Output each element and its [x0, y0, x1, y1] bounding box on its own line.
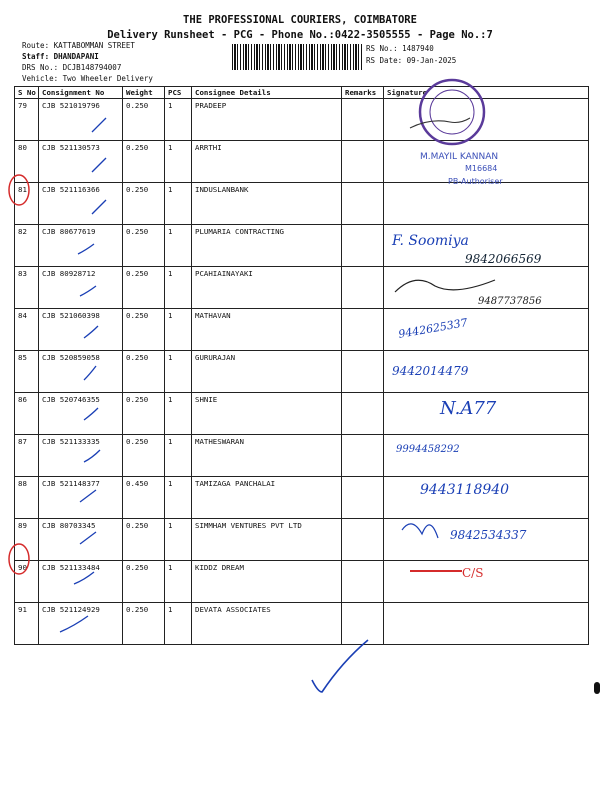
cell-sno: 88: [15, 477, 39, 519]
cell-signature: [384, 561, 589, 603]
table-row: [15, 477, 589, 519]
cell-sno: 85: [15, 351, 39, 393]
cell-signature: [384, 141, 589, 183]
cell-signature: [384, 477, 589, 519]
cell-pcs: 1: [165, 267, 192, 309]
cell-sno: 86: [15, 393, 39, 435]
cell-consignee: DEVATA ASSOCIATES: [192, 603, 342, 645]
cell-weight: 0.450: [123, 477, 165, 519]
cell-signature: [384, 309, 589, 351]
cell-pcs: 1: [165, 141, 192, 183]
cell-signature: [384, 603, 589, 645]
drs-number: DRS No.: DCJB148794007: [22, 63, 122, 72]
cell-consignee: ARRTHI: [192, 141, 342, 183]
handwritten-phone-82: 9842066569: [465, 252, 542, 266]
large-check-icon: [312, 640, 368, 692]
cell-consignee: MATHESWARAN: [192, 435, 342, 477]
handwritten-phone-87: 9994458292: [396, 444, 460, 455]
cell-consignment: CJB 80677619: [39, 225, 123, 267]
cell-remarks: [342, 435, 384, 477]
table-row: [15, 519, 589, 561]
cell-consignment: CJB 520859058: [39, 351, 123, 393]
cell-consignment: CJB 521133335: [39, 435, 123, 477]
cell-consignee: MATHAVAN: [192, 309, 342, 351]
barcode: [232, 44, 362, 70]
table-row: [15, 309, 589, 351]
cell-consignment: CJB 521019796: [39, 99, 123, 141]
cell-sno: 79: [15, 99, 39, 141]
cell-remarks: [342, 141, 384, 183]
cell-pcs: 1: [165, 477, 192, 519]
cell-sno: 87: [15, 435, 39, 477]
cell-signature: [384, 393, 589, 435]
cell-weight: 0.250: [123, 435, 165, 477]
auth-stamp-role: PB-Authoriser: [448, 177, 503, 186]
cell-consignee: INDUSLANBANK: [192, 183, 342, 225]
cell-weight: 0.250: [123, 309, 165, 351]
col-signature: Signature: [384, 87, 589, 99]
table-row: [15, 99, 589, 141]
cell-pcs: 1: [165, 183, 192, 225]
cell-remarks: [342, 477, 384, 519]
rs-number: RS No.: 1487940: [366, 44, 434, 53]
cell-signature: [384, 435, 589, 477]
cell-sno: 80: [15, 141, 39, 183]
cell-pcs: 1: [165, 519, 192, 561]
runsheet-table: [14, 86, 589, 645]
cell-consignment: CJB 521116366: [39, 183, 123, 225]
cell-pcs: 1: [165, 435, 192, 477]
cell-sno: 84: [15, 309, 39, 351]
cell-consignment: CJB 521124929: [39, 603, 123, 645]
red-mark-90: C/S: [462, 566, 484, 580]
table-row: [15, 435, 589, 477]
cell-consignment: CJB 80703345: [39, 519, 123, 561]
cell-sno: 90: [15, 561, 39, 603]
cell-signature: [384, 183, 589, 225]
cell-weight: 0.250: [123, 267, 165, 309]
cell-remarks: [342, 603, 384, 645]
cell-weight: 0.250: [123, 561, 165, 603]
col-consignment: Consignment No: [39, 87, 123, 99]
cell-sno: 81: [15, 183, 39, 225]
cell-signature: [384, 99, 589, 141]
cell-pcs: 1: [165, 309, 192, 351]
vehicle: Vehicle: Two Wheeler Delivery: [22, 74, 153, 83]
handwritten-phone-84b: 9487737856: [478, 296, 542, 307]
table-header-row: [15, 87, 589, 99]
cell-consignee: TAMIZAGA PANCHALAI: [192, 477, 342, 519]
cell-consignee: GURURAJAN: [192, 351, 342, 393]
cell-remarks: [342, 393, 384, 435]
auth-stamp-name: M.MAYIL KANNAN: [420, 152, 499, 162]
col-consignee: Consignee Details: [192, 87, 342, 99]
cell-weight: 0.250: [123, 183, 165, 225]
cell-consignment: CJB 80928712: [39, 267, 123, 309]
cell-weight: 0.250: [123, 225, 165, 267]
table-row: [15, 183, 589, 225]
handwritten-phone-85: 9442014479: [392, 364, 469, 378]
cell-pcs: 1: [165, 603, 192, 645]
cell-consignee: PLUMARIA CONTRACTING: [192, 225, 342, 267]
cell-remarks: [342, 351, 384, 393]
cell-remarks: [342, 561, 384, 603]
cell-pcs: 1: [165, 351, 192, 393]
staff: Staff: DHANDAPANI: [22, 52, 99, 61]
cell-weight: 0.250: [123, 393, 165, 435]
handwritten-phone-84: 9442625337: [397, 316, 469, 341]
col-remarks: Remarks: [342, 87, 384, 99]
cell-sno: 89: [15, 519, 39, 561]
cell-weight: 0.250: [123, 351, 165, 393]
table-row: [15, 393, 589, 435]
table-row: [15, 351, 589, 393]
cell-signature: [384, 519, 589, 561]
table-row: [15, 603, 589, 645]
cell-sno: 83: [15, 267, 39, 309]
cell-weight: 0.250: [123, 99, 165, 141]
table-row: [15, 267, 589, 309]
cell-remarks: [342, 183, 384, 225]
cell-signature: [384, 225, 589, 267]
cell-pcs: 1: [165, 393, 192, 435]
cell-weight: 0.250: [123, 141, 165, 183]
cell-pcs: 1: [165, 561, 192, 603]
handwritten-signature-86: N.A77: [440, 398, 497, 419]
table-row: [15, 225, 589, 267]
company-name: THE PROFESSIONAL COURIERS, COIMBATORE: [183, 14, 417, 26]
cell-consignment: CJB 520746355: [39, 393, 123, 435]
cell-consignment: CJB 521130573: [39, 141, 123, 183]
cell-remarks: [342, 99, 384, 141]
table-row: [15, 561, 589, 603]
cell-consignee: SHNIE: [192, 393, 342, 435]
cell-consignment: CJB 521060398: [39, 309, 123, 351]
handwritten-phone-88: 9443118940: [420, 482, 510, 498]
cell-remarks: [342, 519, 384, 561]
handwritten-phone-89: 9842534337: [450, 528, 527, 542]
cell-sno: 82: [15, 225, 39, 267]
cell-consignee: PRADEEP: [192, 99, 342, 141]
cell-pcs: 1: [165, 225, 192, 267]
cell-sno: 91: [15, 603, 39, 645]
cell-consignment: CJB 521148377: [39, 477, 123, 519]
cell-remarks: [342, 267, 384, 309]
rs-date: RS Date: 09-Jan-2025: [366, 56, 457, 65]
cell-pcs: 1: [165, 99, 192, 141]
cell-signature: [384, 267, 589, 309]
cell-weight: 0.250: [123, 519, 165, 561]
cell-consignee: KIDDZ DREAM: [192, 561, 342, 603]
handwritten-signature-82: F. Soomiya: [392, 233, 469, 249]
cell-signature: [384, 351, 589, 393]
col-pcs: PCS: [165, 87, 192, 99]
runsheet-subtitle: Delivery Runsheet - PCG - Phone No.:0422-3505555 - Page No.:7: [107, 29, 493, 41]
cell-consignee: PCAHIAINAYAKI: [192, 267, 342, 309]
cell-remarks: [342, 309, 384, 351]
cell-consignee: SIMMHAM VENTURES PVT LTD: [192, 519, 342, 561]
col-weight: Weight: [123, 87, 165, 99]
table-row: [15, 141, 589, 183]
route: Route: KATTABOMMAN STREET: [22, 41, 135, 50]
auth-stamp-code: M16684: [465, 164, 498, 173]
cell-remarks: [342, 225, 384, 267]
cell-weight: 0.250: [123, 603, 165, 645]
col-sno: S No: [15, 87, 39, 99]
cell-consignment: CJB 521133484: [39, 561, 123, 603]
